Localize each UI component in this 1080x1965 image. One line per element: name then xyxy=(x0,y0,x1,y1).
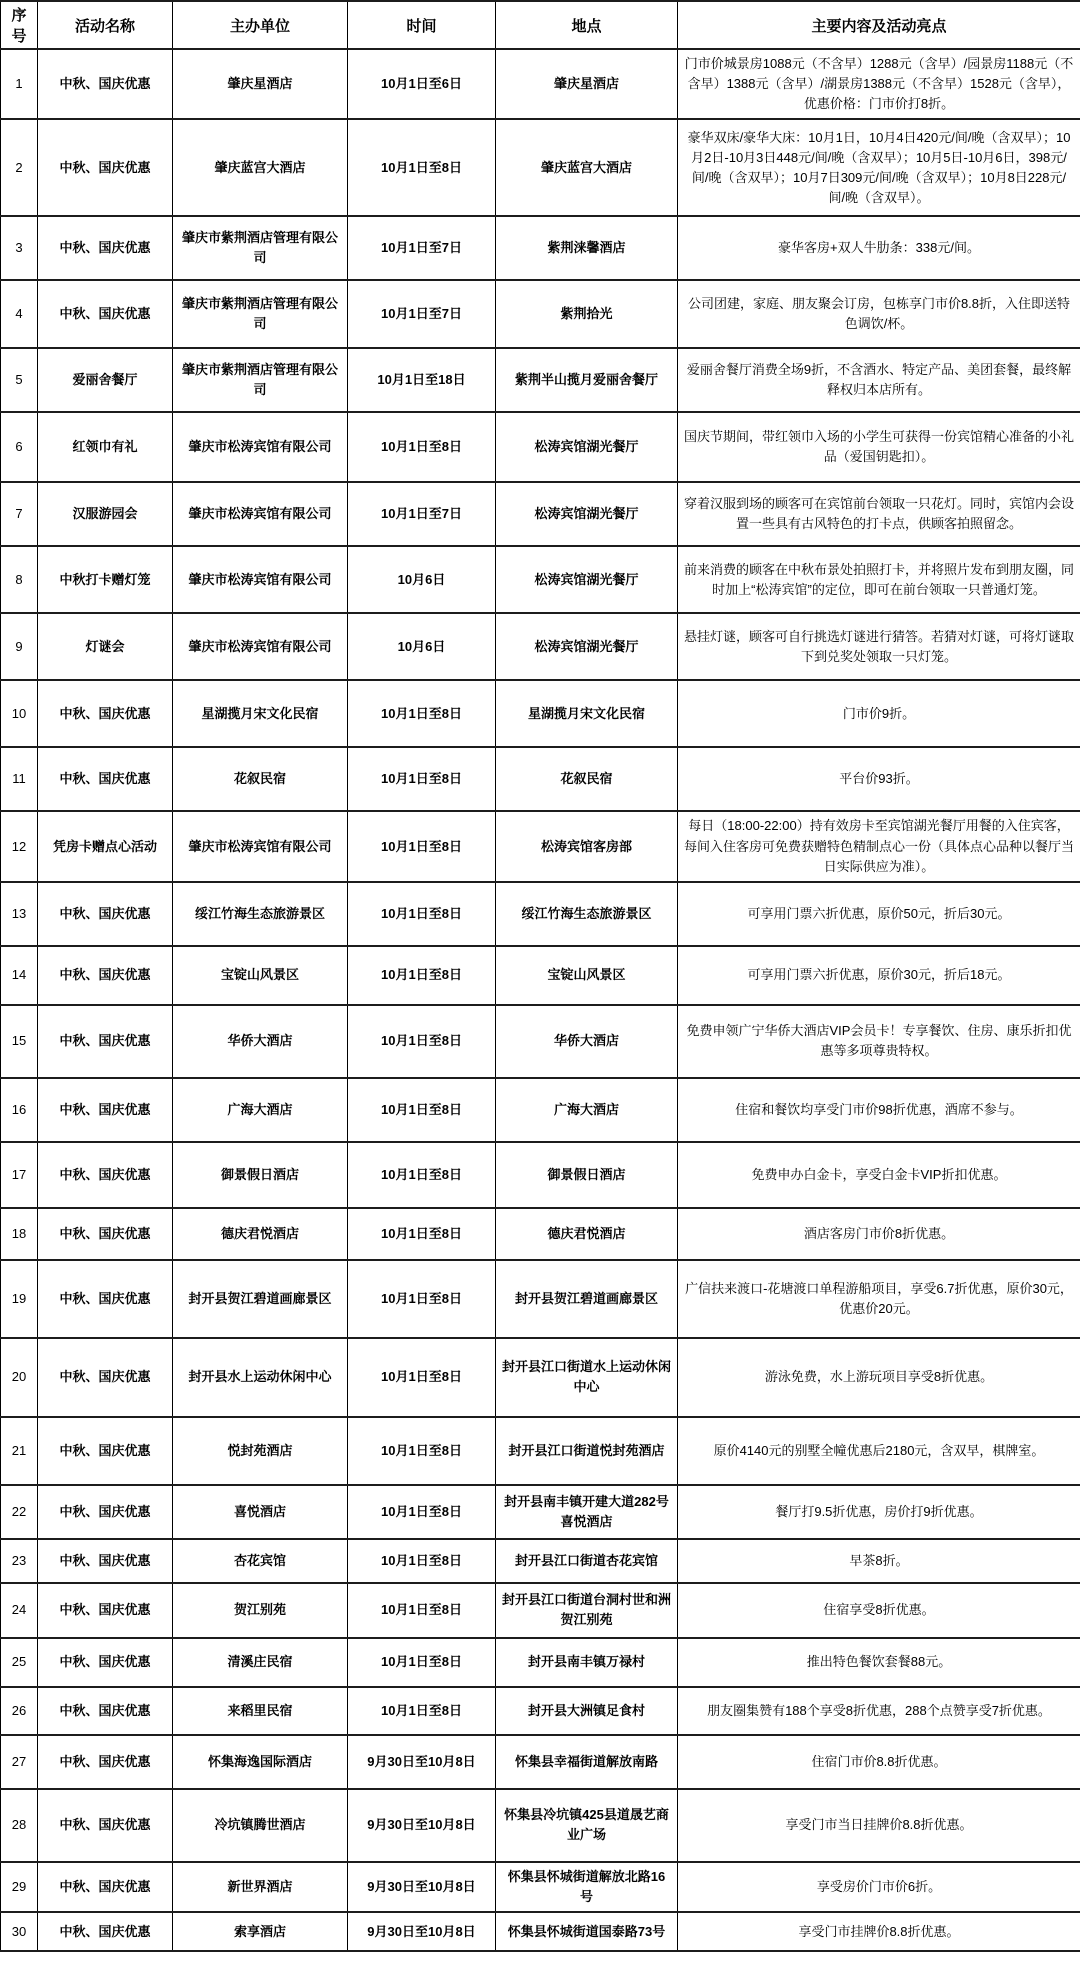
cell-location: 肇庆蓝宫大酒店 xyxy=(496,119,678,216)
cell-time: 10月1日至8日 xyxy=(348,1005,496,1078)
cell-no: 29 xyxy=(1,1862,38,1912)
cell-name: 中秋、国庆优惠 xyxy=(38,1735,173,1789)
cell-location: 封开县贺江碧道画廊景区 xyxy=(496,1260,678,1338)
cell-no: 12 xyxy=(1,811,38,881)
cell-no: 23 xyxy=(1,1539,38,1583)
cell-time: 10月1日至8日 xyxy=(348,1539,496,1583)
cell-location: 封开县南丰镇开建大道282号喜悦酒店 xyxy=(496,1485,678,1539)
cell-location: 封开县大洲镇足食村 xyxy=(496,1687,678,1735)
cell-organizer: 德庆君悦酒店 xyxy=(173,1208,348,1260)
cell-organizer: 杏花宾馆 xyxy=(173,1539,348,1583)
cell-content: 每日（18:00-22:00）持有效房卡至宾馆湖光餐厅用餐的入住宾客，每间入住客房可免费获赠特色精制点心一份（具体点心品种以餐厅当日实际供应为准）。 xyxy=(678,811,1080,881)
cell-content: 门市价9折。 xyxy=(678,680,1080,747)
cell-content: 酒店客房门市价8折优惠。 xyxy=(678,1208,1080,1260)
cell-time: 10月1日至8日 xyxy=(348,412,496,482)
table-row xyxy=(1,946,1080,1005)
cell-no: 28 xyxy=(1,1789,38,1862)
cell-time: 10月1日至8日 xyxy=(348,1078,496,1142)
cell-name: 中秋、国庆优惠 xyxy=(38,216,173,280)
header-name: 活动名称 xyxy=(38,1,173,49)
table-row xyxy=(1,613,1080,680)
cell-organizer: 索享酒店 xyxy=(173,1912,348,1951)
cell-content: 门市价城景房1088元（不含早）1288元（含早）/园景房1188元（不含早）1388元（含早）/湖景房1388元（不含早）1528元（含早），优惠价格：门市价打8折。 xyxy=(678,49,1080,119)
cell-name: 中秋、国庆优惠 xyxy=(38,1078,173,1142)
cell-location: 怀集县怀城街道解放北路16号 xyxy=(496,1862,678,1912)
table-row xyxy=(1,1912,1080,1951)
cell-content: 国庆节期间，带红领巾入场的小学生可获得一份宾馆精心准备的小礼品（爱国钥匙扣）。 xyxy=(678,412,1080,482)
cell-name: 中秋、国庆优惠 xyxy=(38,1417,173,1485)
cell-name: 中秋、国庆优惠 xyxy=(38,1638,173,1687)
cell-name: 中秋、国庆优惠 xyxy=(38,1208,173,1260)
cell-no: 24 xyxy=(1,1583,38,1638)
table-row xyxy=(1,680,1080,747)
cell-content: 免费申办白金卡，享受白金卡VIP折扣优惠。 xyxy=(678,1142,1080,1208)
cell-no: 25 xyxy=(1,1638,38,1687)
cell-location: 华侨大酒店 xyxy=(496,1005,678,1078)
cell-location: 宝锭山风景区 xyxy=(496,946,678,1005)
cell-name: 中秋、国庆优惠 xyxy=(38,680,173,747)
cell-time: 10月1日至7日 xyxy=(348,482,496,546)
cell-content: 享受房价门市价6折。 xyxy=(678,1862,1080,1912)
cell-time: 10月6日 xyxy=(348,546,496,613)
header-time: 时间 xyxy=(348,1,496,49)
header-row xyxy=(1,1,1080,49)
cell-organizer: 华侨大酒店 xyxy=(173,1005,348,1078)
cell-name: 中秋、国庆优惠 xyxy=(38,1789,173,1862)
table-row xyxy=(1,1142,1080,1208)
cell-no: 5 xyxy=(1,348,38,412)
cell-time: 10月1日至6日 xyxy=(348,49,496,119)
cell-location: 松涛宾馆湖光餐厅 xyxy=(496,482,678,546)
table-row xyxy=(1,1260,1080,1338)
cell-no: 14 xyxy=(1,946,38,1005)
cell-content: 推出特色餐饮套餐88元。 xyxy=(678,1638,1080,1687)
cell-location: 德庆君悦酒店 xyxy=(496,1208,678,1260)
cell-name: 中秋、国庆优惠 xyxy=(38,747,173,811)
cell-time: 10月1日至7日 xyxy=(348,280,496,348)
cell-no: 10 xyxy=(1,680,38,747)
cell-content: 住宿和餐饮均享受门市价98折优惠，酒席不参与。 xyxy=(678,1078,1080,1142)
cell-no: 17 xyxy=(1,1142,38,1208)
cell-content: 前来消费的顾客在中秋布景处拍照打卡，并将照片发布到朋友圈，同时加上“松涛宾馆”的定位，即可在前台领取一只普通灯笼。 xyxy=(678,546,1080,613)
cell-name: 中秋、国庆优惠 xyxy=(38,1687,173,1735)
cell-name: 爱丽舍餐厅 xyxy=(38,348,173,412)
cell-name: 中秋、国庆优惠 xyxy=(38,49,173,119)
cell-name: 中秋、国庆优惠 xyxy=(38,1862,173,1912)
table-row xyxy=(1,1539,1080,1583)
cell-content: 悬挂灯谜，顾客可自行挑选灯谜进行猜答。若猜对灯谜，可将灯谜取下到兑奖处领取一只灯笼。 xyxy=(678,613,1080,680)
cell-location: 松涛宾馆湖光餐厅 xyxy=(496,412,678,482)
cell-organizer: 冷坑镇腾世酒店 xyxy=(173,1789,348,1862)
table-row xyxy=(1,119,1080,216)
cell-organizer: 封开县贺江碧道画廊景区 xyxy=(173,1260,348,1338)
cell-location: 松涛宾馆客房部 xyxy=(496,811,678,881)
cell-location: 封开县江口街道台洞村世和洲贺江别苑 xyxy=(496,1583,678,1638)
cell-organizer: 肇庆星酒店 xyxy=(173,49,348,119)
table-row xyxy=(1,49,1080,119)
cell-name: 中秋、国庆优惠 xyxy=(38,1583,173,1638)
cell-location: 绥江竹海生态旅游景区 xyxy=(496,882,678,946)
cell-time: 9月30日至10月8日 xyxy=(348,1912,496,1951)
cell-organizer: 御景假日酒店 xyxy=(173,1142,348,1208)
cell-location: 松涛宾馆湖光餐厅 xyxy=(496,613,678,680)
table-row xyxy=(1,216,1080,280)
table-body xyxy=(1,49,1080,1951)
cell-no: 11 xyxy=(1,747,38,811)
cell-location: 怀集县幸福街道解放南路 xyxy=(496,1735,678,1789)
table-row xyxy=(1,1485,1080,1539)
cell-no: 2 xyxy=(1,119,38,216)
cell-content: 免费申领广宁华侨大酒店VIP会员卡！专享餐饮、住房、康乐折扣优惠等多项尊贵特权。 xyxy=(678,1005,1080,1078)
cell-time: 10月1日至8日 xyxy=(348,119,496,216)
cell-time: 10月1日至8日 xyxy=(348,747,496,811)
cell-location: 封开县江口街道杏花宾馆 xyxy=(496,1539,678,1583)
cell-name: 凭房卡赠点心活动 xyxy=(38,811,173,881)
cell-time: 10月1日至8日 xyxy=(348,946,496,1005)
table-row xyxy=(1,1789,1080,1862)
cell-no: 20 xyxy=(1,1338,38,1417)
cell-no: 19 xyxy=(1,1260,38,1338)
table-row xyxy=(1,1078,1080,1142)
cell-time: 10月1日至8日 xyxy=(348,680,496,747)
cell-content: 广信扶来渡口-花塘渡口单程游船项目，享受6.7折优惠，原价30元，优惠价20元。 xyxy=(678,1260,1080,1338)
cell-organizer: 绥江竹海生态旅游景区 xyxy=(173,882,348,946)
cell-content: 可享用门票六折优惠，原价30元，折后18元。 xyxy=(678,946,1080,1005)
cell-no: 26 xyxy=(1,1687,38,1735)
table-row xyxy=(1,1338,1080,1417)
cell-name: 中秋、国庆优惠 xyxy=(38,1260,173,1338)
cell-name: 灯谜会 xyxy=(38,613,173,680)
table-row xyxy=(1,546,1080,613)
cell-content: 朋友圈集赞有188个享受8折优惠，288个点赞享受7折优惠。 xyxy=(678,1687,1080,1735)
cell-no: 6 xyxy=(1,412,38,482)
cell-organizer: 宝锭山风景区 xyxy=(173,946,348,1005)
cell-organizer: 怀集海逸国际酒店 xyxy=(173,1735,348,1789)
cell-no: 21 xyxy=(1,1417,38,1485)
cell-time: 10月1日至8日 xyxy=(348,1260,496,1338)
cell-name: 中秋、国庆优惠 xyxy=(38,1338,173,1417)
table-row xyxy=(1,280,1080,348)
cell-time: 9月30日至10月8日 xyxy=(348,1789,496,1862)
cell-name: 中秋、国庆优惠 xyxy=(38,280,173,348)
table-row xyxy=(1,1208,1080,1260)
table-header xyxy=(1,1,1080,49)
table-row xyxy=(1,1638,1080,1687)
cell-location: 怀集县怀城街道国泰路73号 xyxy=(496,1912,678,1951)
cell-no: 27 xyxy=(1,1735,38,1789)
table-row xyxy=(1,412,1080,482)
cell-time: 10月1日至8日 xyxy=(348,1583,496,1638)
cell-name: 中秋、国庆优惠 xyxy=(38,1912,173,1951)
cell-organizer: 广海大酒店 xyxy=(173,1078,348,1142)
cell-no: 9 xyxy=(1,613,38,680)
table-row xyxy=(1,482,1080,546)
cell-name: 中秋、国庆优惠 xyxy=(38,119,173,216)
cell-no: 13 xyxy=(1,882,38,946)
cell-name: 中秋、国庆优惠 xyxy=(38,1142,173,1208)
cell-content: 享受门市挂牌价8.8折优惠。 xyxy=(678,1912,1080,1951)
cell-location: 星湖揽月宋文化民宿 xyxy=(496,680,678,747)
cell-no: 22 xyxy=(1,1485,38,1539)
cell-name: 中秋打卡赠灯笼 xyxy=(38,546,173,613)
cell-location: 花叙民宿 xyxy=(496,747,678,811)
cell-no: 8 xyxy=(1,546,38,613)
cell-no: 1 xyxy=(1,49,38,119)
table-row xyxy=(1,1735,1080,1789)
cell-location: 肇庆星酒店 xyxy=(496,49,678,119)
cell-content: 早茶8折。 xyxy=(678,1539,1080,1583)
cell-location: 紫荆拾光 xyxy=(496,280,678,348)
cell-location: 御景假日酒店 xyxy=(496,1142,678,1208)
cell-time: 10月1日至7日 xyxy=(348,216,496,280)
cell-time: 10月1日至8日 xyxy=(348,1638,496,1687)
cell-no: 4 xyxy=(1,280,38,348)
cell-name: 中秋、国庆优惠 xyxy=(38,882,173,946)
cell-content: 豪华客房+双人牛肋条：338元/间。 xyxy=(678,216,1080,280)
cell-time: 10月1日至8日 xyxy=(348,811,496,881)
cell-organizer: 封开县水上运动休闲中心 xyxy=(173,1338,348,1417)
cell-time: 10月6日 xyxy=(348,613,496,680)
cell-content: 平台价93折。 xyxy=(678,747,1080,811)
cell-time: 10月1日至8日 xyxy=(348,1338,496,1417)
cell-no: 3 xyxy=(1,216,38,280)
cell-content: 公司团建，家庭、朋友聚会订房，包栋享门市价8.8折，入住即送特色调饮/杯。 xyxy=(678,280,1080,348)
cell-no: 30 xyxy=(1,1912,38,1951)
cell-time: 10月1日至8日 xyxy=(348,1485,496,1539)
cell-organizer: 肇庆市松涛宾馆有限公司 xyxy=(173,482,348,546)
cell-content: 住宿享受8折优惠。 xyxy=(678,1583,1080,1638)
cell-time: 10月1日至8日 xyxy=(348,1687,496,1735)
cell-name: 汉服游园会 xyxy=(38,482,173,546)
cell-time: 9月30日至10月8日 xyxy=(348,1735,496,1789)
table-row xyxy=(1,1687,1080,1735)
cell-organizer: 肇庆市紫荆酒店管理有限公司 xyxy=(173,280,348,348)
cell-organizer: 肇庆市松涛宾馆有限公司 xyxy=(173,613,348,680)
cell-organizer: 肇庆市紫荆酒店管理有限公司 xyxy=(173,216,348,280)
cell-time: 10月1日至8日 xyxy=(348,1208,496,1260)
cell-location: 松涛宾馆湖光餐厅 xyxy=(496,546,678,613)
header-content: 主要内容及活动亮点 xyxy=(678,1,1080,49)
cell-location: 封开县江口街道水上运动休闲中心 xyxy=(496,1338,678,1417)
table-row xyxy=(1,348,1080,412)
cell-content: 爱丽舍餐厅消费全场9折，不含酒水、特定产品、美团套餐，最终解释权归本店所有。 xyxy=(678,348,1080,412)
cell-organizer: 星湖揽月宋文化民宿 xyxy=(173,680,348,747)
cell-organizer: 肇庆市紫荆酒店管理有限公司 xyxy=(173,348,348,412)
cell-location: 封开县江口街道悦封苑酒店 xyxy=(496,1417,678,1485)
cell-time: 9月30日至10月8日 xyxy=(348,1862,496,1912)
cell-no: 15 xyxy=(1,1005,38,1078)
cell-name: 红领巾有礼 xyxy=(38,412,173,482)
cell-no: 7 xyxy=(1,482,38,546)
cell-content: 穿着汉服到场的顾客可在宾馆前台领取一只花灯。同时，宾馆内会设置一些具有古风特色的打卡点，供顾客拍照留念。 xyxy=(678,482,1080,546)
cell-location: 封开县南丰镇万禄村 xyxy=(496,1638,678,1687)
cell-content: 原价4140元的别墅全幢优惠后2180元，含双早，棋牌室。 xyxy=(678,1417,1080,1485)
cell-location: 紫荆半山揽月爱丽舍餐厅 xyxy=(496,348,678,412)
cell-name: 中秋、国庆优惠 xyxy=(38,1005,173,1078)
cell-organizer: 喜悦酒店 xyxy=(173,1485,348,1539)
cell-content: 可享用门票六折优惠，原价50元，折后30元。 xyxy=(678,882,1080,946)
header-location: 地点 xyxy=(496,1,678,49)
cell-content: 豪华双床/豪华大床：10月1日，10月4日420元/间/晚（含双早）；10月2日-10月3日448元/间/晚（含双早）；10月5日-10月6日，398元/间/晚（含双早）；10月7日309元/间/晚（含双早）；10月8日228元/间/晚（含双早）。 xyxy=(678,119,1080,216)
cell-organizer: 肇庆市松涛宾馆有限公司 xyxy=(173,811,348,881)
cell-no: 16 xyxy=(1,1078,38,1142)
cell-organizer: 新世界酒店 xyxy=(173,1862,348,1912)
cell-name: 中秋、国庆优惠 xyxy=(38,1485,173,1539)
cell-time: 10月1日至8日 xyxy=(348,882,496,946)
cell-content: 游泳免费，水上游玩项目享受8折优惠。 xyxy=(678,1338,1080,1417)
cell-content: 住宿门市价8.8折优惠。 xyxy=(678,1735,1080,1789)
cell-location: 怀集县冷坑镇425县道晟艺商业广场 xyxy=(496,1789,678,1862)
cell-organizer: 花叙民宿 xyxy=(173,747,348,811)
cell-organizer: 贺江别苑 xyxy=(173,1583,348,1638)
table-row xyxy=(1,747,1080,811)
cell-organizer: 肇庆市松涛宾馆有限公司 xyxy=(173,412,348,482)
table-row xyxy=(1,1005,1080,1078)
cell-location: 紫荆涞馨酒店 xyxy=(496,216,678,280)
table-row xyxy=(1,1862,1080,1912)
table-row xyxy=(1,811,1080,881)
cell-content: 餐厅打9.5折优惠，房价打9折优惠。 xyxy=(678,1485,1080,1539)
cell-organizer: 来稻里民宿 xyxy=(173,1687,348,1735)
cell-content: 享受门市当日挂牌价8.8折优惠。 xyxy=(678,1789,1080,1862)
header-no: 序号 xyxy=(1,1,38,49)
cell-organizer: 肇庆蓝宫大酒店 xyxy=(173,119,348,216)
cell-organizer: 肇庆市松涛宾馆有限公司 xyxy=(173,546,348,613)
header-organizer: 主办单位 xyxy=(173,1,348,49)
cell-time: 10月1日至8日 xyxy=(348,1417,496,1485)
cell-organizer: 清溪庄民宿 xyxy=(173,1638,348,1687)
table-row xyxy=(1,882,1080,946)
cell-time: 10月1日至8日 xyxy=(348,1142,496,1208)
cell-location: 广海大酒店 xyxy=(496,1078,678,1142)
cell-organizer: 悦封苑酒店 xyxy=(173,1417,348,1485)
cell-no: 18 xyxy=(1,1208,38,1260)
table-row xyxy=(1,1583,1080,1638)
cell-name: 中秋、国庆优惠 xyxy=(38,1539,173,1583)
cell-time: 10月1日至18日 xyxy=(348,348,496,412)
table-row xyxy=(1,1417,1080,1485)
cell-name: 中秋、国庆优惠 xyxy=(38,946,173,1005)
